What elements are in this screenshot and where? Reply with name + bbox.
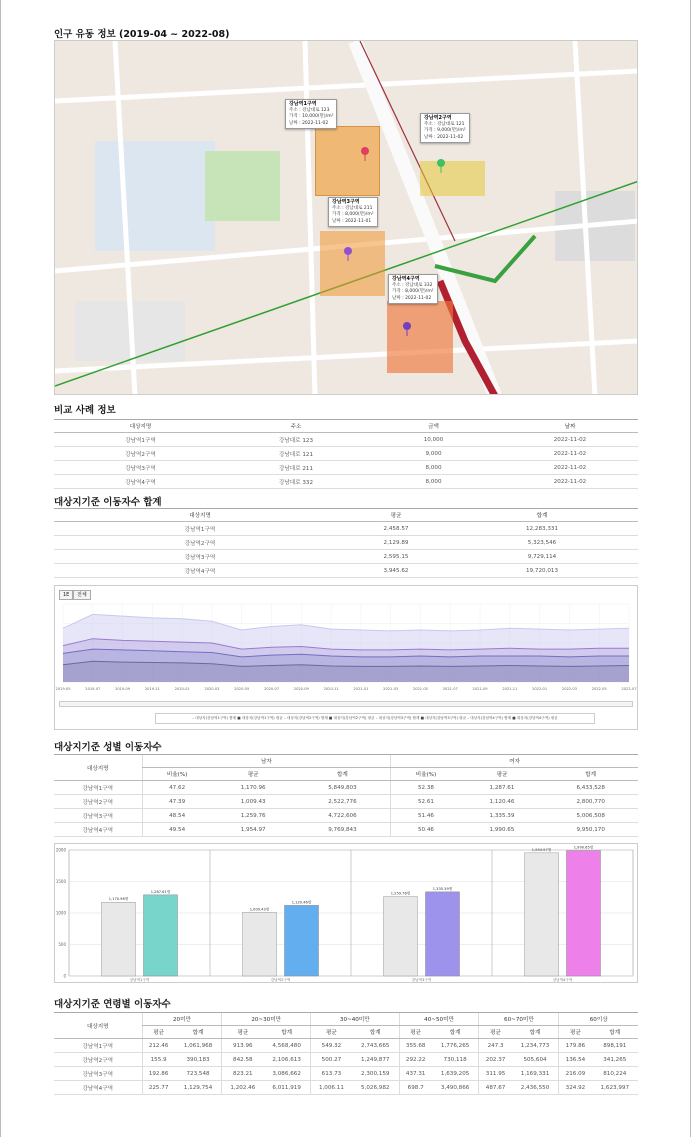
x-tick-label: 2020-05 xyxy=(234,687,250,691)
bar-male xyxy=(525,853,559,976)
heat-block-2 xyxy=(420,161,485,196)
x-tick-label: 2022-03 xyxy=(561,687,577,691)
bar-label: 1,990.65명 xyxy=(573,845,594,850)
map-pin-label-3[interactable]: 강남역3구역 주소 : 강남대로 211 가격 : 8,000(만)/m² 날짜 : 2022-11-01 xyxy=(328,197,378,227)
section-title-cases: 비교 사례 정보 xyxy=(54,405,116,416)
x-tick-label: 2020-11 xyxy=(323,687,339,691)
timeseries-scrollbar[interactable] xyxy=(59,701,633,707)
col-header-female: 여자 xyxy=(391,755,638,768)
col-header-age: 60이상 xyxy=(559,1013,638,1026)
col-header: 대상지명 xyxy=(54,1013,142,1039)
table-row: 강남역3구역 48.54 1,259.76 4,722,606 51.46 1,335.39 5,006,508 xyxy=(54,809,638,823)
col-header: 금액 xyxy=(365,420,502,433)
y-tick-label: 1000 xyxy=(55,910,66,916)
table-row: 강남역1구역 2,458.57 12,283,331 xyxy=(54,522,638,536)
col-header-age: 40~50미만 xyxy=(399,1013,479,1026)
col-header: 대상지명 xyxy=(54,755,142,781)
x-tick-label: 2020-03 xyxy=(204,687,220,691)
cases-table xyxy=(54,419,638,489)
x-tick-label: 2022-07 xyxy=(621,687,637,691)
table-row: 강남역1구역 강남대로 123 10,000 2022-11-02 xyxy=(54,433,638,447)
bar-label: 1,009.43명 xyxy=(249,907,270,912)
bar-male xyxy=(102,902,136,976)
col-header: 대상지명 xyxy=(54,420,227,433)
bar-label: 1,259.76명 xyxy=(390,891,411,896)
table-row: 강남역4구역 49.54 1,954.97 9,769,843 50.46 1,990.65 9,950,170 xyxy=(54,823,638,837)
col-header: 주소 xyxy=(227,420,365,433)
table-row: 강남역2구역 155.9 390,183 842.58 2,106,613 500.27 1,249,877 292.22 730,118 202.37 505,604 136.54 341,265 xyxy=(54,1053,638,1067)
section-title-population: 인구 유동 정보 (2019-04 ~ 2022-08) xyxy=(54,29,230,40)
heat-block-3 xyxy=(320,231,385,296)
table-row: 강남역3구역 192.86 723,548 823.21 3,086,662 613.73 2,300,159 437.31 1,639,205 311.95 1,169,331 216.09 810,224 xyxy=(54,1067,638,1081)
gender-table: 대상지명 남자 여자 비율(%) 평균 합계 비율(%) 평균 합계 강남역1구역 47.62 1,170.96 5,849,803 52.38 1,287.61 6,433,528 강남역2구역 47.39 1,009.43 2,522,776 52.61 1,120.46 2,800,770 강남역3구역 48.54 1,259.76 4,722,606 51.46 1,335.39 5,006,508 강남역4구역 49.54 1,954.97 9,769,843 50.46 1,990.65 9,950,170 xyxy=(54,754,638,837)
x-tick-label: 2021-05 xyxy=(412,687,428,691)
x-category-label: 강남역1구역 xyxy=(129,978,150,982)
col-header: 평균 xyxy=(346,509,446,522)
col-header-age: 30~40미만 xyxy=(310,1013,399,1026)
x-tick-label: 2021-03 xyxy=(383,687,399,691)
table-row: 강남역4구역 225.77 1,129,754 1,202.46 6,011,919 1,006.11 5,026,982 698.7 3,490,866 487.67 2,436,550 324.92 1,623,997 xyxy=(54,1081,638,1095)
timeseries-chart xyxy=(54,585,638,730)
y-tick-label: 1500 xyxy=(55,879,66,884)
x-tick-label: 2021-07 xyxy=(442,687,458,691)
map-pin-label-2[interactable]: 강남역2구역 주소 : 강남대로 121 가격 : 9,000(만)/m² 날짜 : 2022-11-02 xyxy=(420,113,470,143)
timeseries-legend: – 대상지(강남역1구역) 합계 ■ 대상지(강남역1구역) 평균 – 대상지(강남역2구역) 합계 ■ 대상지(강남역2구역) 평균 – 대상지(강남역3구역) 합계 ■ 대상지(강남역3구역) 평균 – 대상지(강남역4구역) 합계 ■ 대상지(강남역4구역) 평균 xyxy=(155,713,595,724)
section-title-gender: 대상지기준 성별 이동자수 xyxy=(54,742,162,753)
table-row: 강남역1구역 212.46 1,061,968 913.96 4,568,480 549.32 2,743,665 355.68 1,776,265 247.3 1,234,773 179.86 898,191 xyxy=(54,1039,638,1053)
table-row: 강남역2구역 2,129.89 5,323,546 xyxy=(54,536,638,550)
x-tick-label: 2022-05 xyxy=(591,687,607,691)
map-pin-label-4[interactable]: 강남역4구역 주소 : 강남대로 332 가격 : 8,000(만)/m² 날짜 : 2022-11-02 xyxy=(388,274,438,304)
col-header-male: 남자 xyxy=(142,755,391,768)
section-title-age: 대상지기준 연령별 이동자수 xyxy=(54,999,171,1010)
table-row: 강남역3구역 강남대로 211 8,000 2022-11-02 xyxy=(54,461,638,475)
bar-female xyxy=(567,851,601,976)
x-tick-label: 2019-11 xyxy=(144,687,160,691)
col-header-age: 20미만 xyxy=(142,1013,222,1026)
x-tick-label: 2019-07 xyxy=(85,687,101,691)
x-tick-label: 2019-09 xyxy=(115,687,131,691)
section-title-totals: 대상지기준 이동자수 합계 xyxy=(54,497,162,508)
bar-female xyxy=(285,905,319,976)
map-pin-label-1[interactable]: 강남역1구역 주소 : 강남대로 123 가격 : 10,000(만)/m² 날짜 : 2022-11-02 xyxy=(285,99,337,129)
gender-bar-plot xyxy=(55,844,637,982)
y-tick-label: 500 xyxy=(58,942,66,947)
y-tick-label: 2000 xyxy=(55,847,66,853)
x-tick-label: 2022-01 xyxy=(532,687,548,691)
heat-block-1 xyxy=(315,126,380,196)
x-tick-label: 2021-11 xyxy=(502,687,518,691)
x-category-label: 강남역2구역 xyxy=(270,978,291,982)
x-category-label: 강남역3구역 xyxy=(411,978,432,982)
gender-bar-chart xyxy=(54,843,638,983)
x-category-label: 강남역4구역 xyxy=(552,978,573,982)
bar-male xyxy=(243,912,277,976)
col-header-age: 20~30미만 xyxy=(222,1013,311,1026)
x-tick-label: 2020-01 xyxy=(174,687,190,691)
age-table: 대상지명 20미만 20~30미만 30~40미만 40~50미만 60~70미만 60이상 평균 합계 평균 합계 평균 합계 평균 합계 평균 합계 평균 합계 강남역1구역 212.46 1,061,968 913.96 4,568,480 549.32 2,743,665 355.68 1,776,265 247.3 1,234,773 179.86 898,191 강남역2구역 155.9 390,183 842.58 2,106,613 500.27 1,249,877 292.22 730,118 202.37 505,604 136.54 341,265 강남역3구역 192.86 723,548 823.21 3,086,662 613.73 2,300,159 437.31 1,639,205 311.95 1,169,331 216.09 810,224 강남역4구역 225.77 1,129,754 1,202.46 6,011,919 1,006.11 5,026,982 698.7 3,490,866 487.67 2,436,550 324.92 1,623,997 xyxy=(54,1012,638,1095)
bar-label: 1,287.61명 xyxy=(150,889,171,894)
range-button-1e[interactable]: 1E xyxy=(59,590,73,600)
bar-label: 1,170.96명 xyxy=(108,897,129,902)
heat-block-4 xyxy=(387,301,453,373)
bar-female xyxy=(426,892,460,976)
col-header: 대상지명 xyxy=(54,509,346,522)
table-row: 강남역4구역 강남대로 332 8,000 2022-11-02 xyxy=(54,475,638,489)
col-header: 날짜 xyxy=(502,420,638,433)
table-row: 강남역2구역 47.39 1,009.43 2,522,776 52.61 1,120.46 2,800,770 xyxy=(54,795,638,809)
y-tick-label: 0 xyxy=(63,973,66,979)
x-tick-label: 2020-09 xyxy=(293,687,309,691)
x-tick-label: 2021-01 xyxy=(353,687,369,691)
table-row: 강남역1구역 47.62 1,170.96 5,849,803 52.38 1,287.61 6,433,528 xyxy=(54,781,638,795)
bar-female xyxy=(144,895,178,976)
bar-male xyxy=(384,897,418,976)
col-header: 합계 xyxy=(446,509,638,522)
bar-label: 1,954.97명 xyxy=(531,847,552,852)
table-row: 강남역4구역 3,945.62 19,720,013 xyxy=(54,564,638,578)
table-row: 강남역3구역 2,595.15 9,729,114 xyxy=(54,550,638,564)
table-row: 강남역2구역 강남대로 121 9,000 2022-11-02 xyxy=(54,447,638,461)
range-button-all[interactable]: 전체 xyxy=(73,590,91,600)
totals-table xyxy=(54,508,638,578)
map-view[interactable] xyxy=(54,40,638,395)
col-header-age: 60~70미만 xyxy=(479,1013,559,1026)
x-tick-label: 2021-09 xyxy=(472,687,488,691)
x-tick-label: 2020-07 xyxy=(264,687,280,691)
bar-label: 1,335.39명 xyxy=(432,886,453,891)
bar-label: 1,120.46명 xyxy=(291,900,312,905)
x-tick-label: 2019-05 xyxy=(55,687,71,691)
